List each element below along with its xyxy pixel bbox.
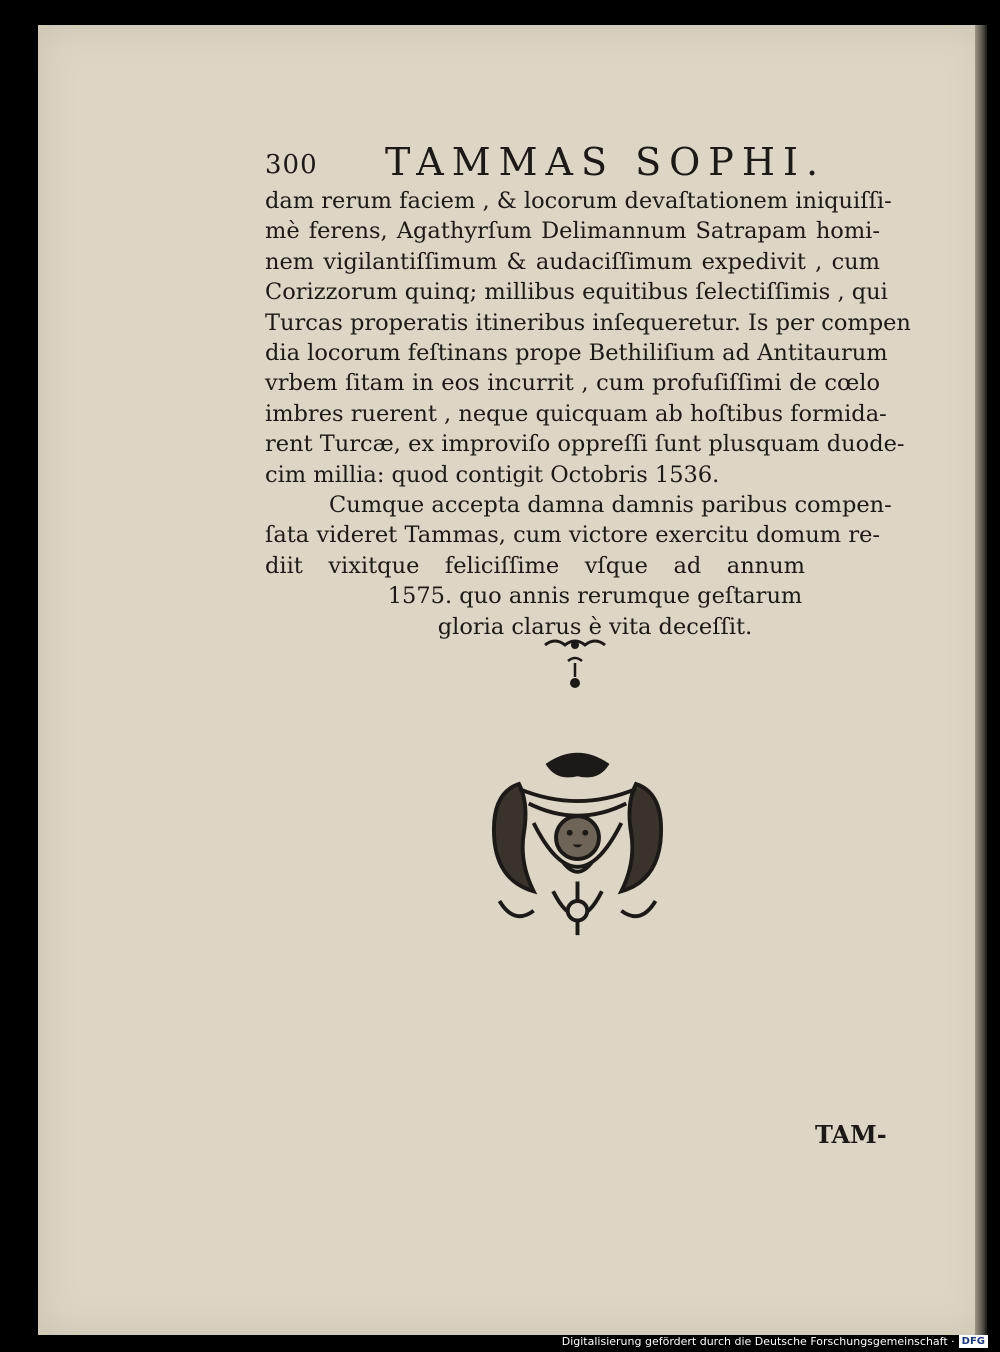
text-line: diit vixitque feliciſſime vſque ad annum <box>265 552 805 579</box>
body-text <box>265 186 911 642</box>
text-line: gloria clarus è vita deceſſit. <box>437 613 753 640</box>
page-edge <box>975 25 987 1335</box>
page-header <box>265 140 880 186</box>
footer-text: Digitalisierung gefördert durch die Deutsche Forschungsgemeinschaft · <box>561 1335 955 1348</box>
vignette-ornament <box>480 745 675 940</box>
text-line: 1575. quo annis rerumque geſtarum <box>387 583 803 610</box>
fleuron-ornament <box>540 633 610 693</box>
catchword: TAM- <box>815 1120 887 1149</box>
footer-credit <box>562 1335 988 1348</box>
dfg-logo-badge: DFG <box>959 1335 988 1348</box>
text-line: Cumque accepta damna damnis paribus compen- <box>329 492 892 519</box>
text-line: ſata videret Tammas, cum victore exercitu domum re- <box>265 522 880 549</box>
text-line: cim millia: quod contigit Octobris 1536. <box>265 461 720 488</box>
text-line: Corizzorum quinq; millibus equitibus ſelectiſſimis , qui <box>265 279 888 306</box>
text-line: dia locorum feſtinans prope Bethiliſium ad Antitaurum <box>265 340 888 367</box>
text-line: dam rerum faciem , & locorum devaſtationem iniquiſſi- <box>265 188 892 214</box>
running-title: TAMMAS SOPHI. <box>385 140 827 184</box>
text-line: mè ferens, Agathyrſum Delimannum Satrapam homi- <box>265 218 880 245</box>
page-number: 300 <box>265 150 318 180</box>
text-line: Turcas properatis itineribus inſequeretur. Is per compen <box>265 309 911 336</box>
text-line: nem vigilantiſſimum & audaciſſimum expedivit , cum <box>265 248 880 275</box>
text-line: imbres ruerent , neque quicquam ab hoſtibus formida- <box>265 400 887 427</box>
text-line: vrbem ſitam in eos incurrit , cum profuſiſſimi de cœlo <box>265 370 880 397</box>
text-line: rent Turcæ, ex improviſo oppreſſi ſunt plusquam duode- <box>265 431 905 458</box>
